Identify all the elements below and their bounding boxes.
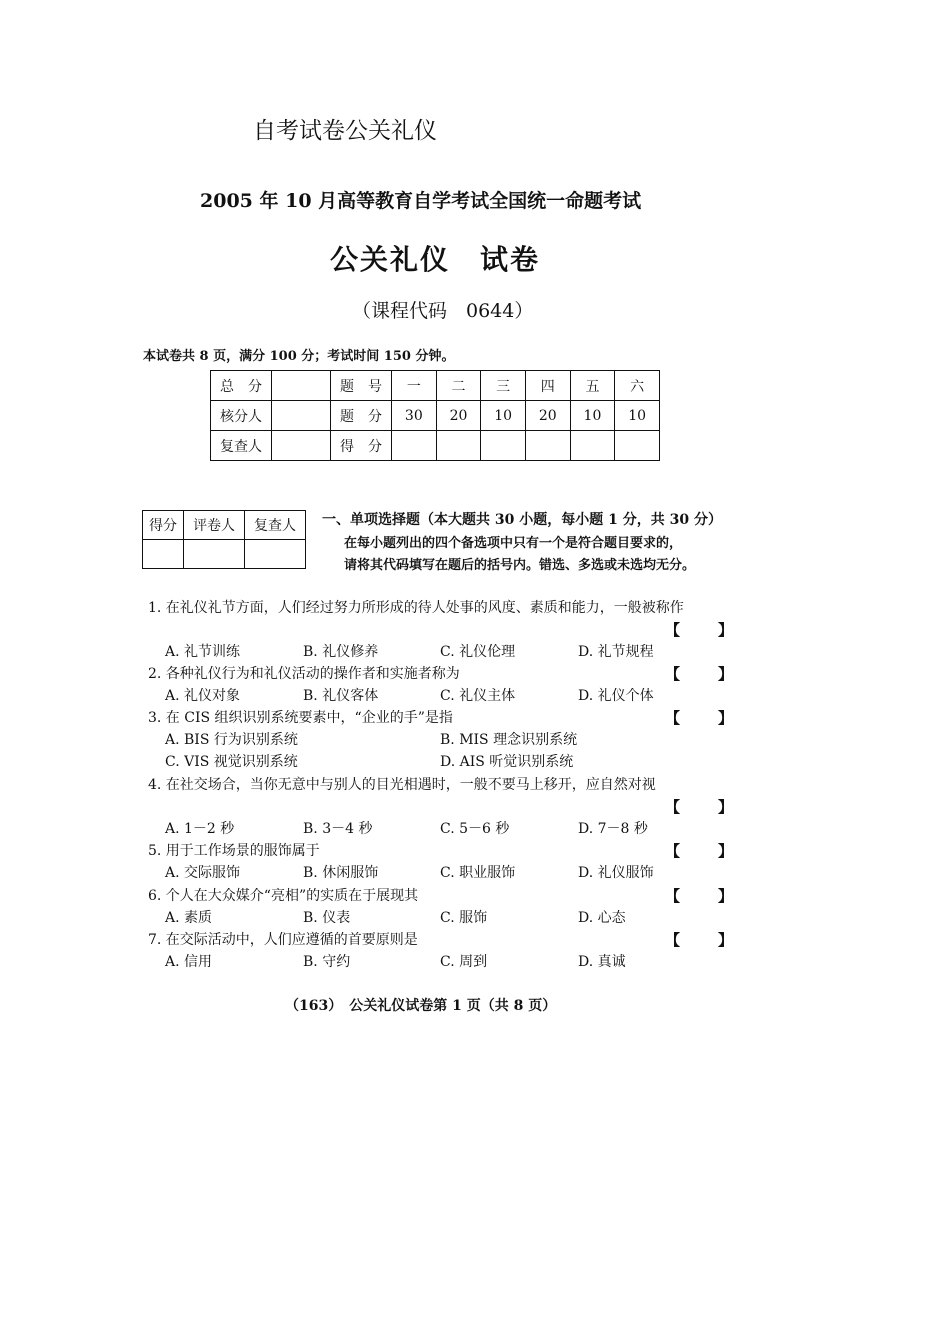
score-cell: 复查人 xyxy=(211,431,272,461)
answer-bracket-right: 】 xyxy=(718,709,734,727)
exam-name: 2005 年 10 月高等教育自学考试全国统一命题考试 xyxy=(200,190,642,212)
answer-bracket-right: 】 xyxy=(718,842,734,860)
score-cell: 总 分 xyxy=(211,371,272,401)
answer-bracket-left: 【 xyxy=(665,798,681,816)
grader-table xyxy=(142,510,306,569)
option: D. 心态 xyxy=(578,910,626,926)
score-row-total xyxy=(211,371,660,401)
section-heading: 一、单项选择题（本大题共 30 小题，每小题 1 分，共 30 分） xyxy=(322,512,722,528)
paper-title xyxy=(330,238,540,278)
option: A. 素质 xyxy=(165,910,213,926)
score-cell: 题 号 xyxy=(331,371,392,401)
score-cell: 四 xyxy=(525,371,570,401)
score-cell: 10 xyxy=(570,401,615,431)
option: A. BIS 行为识别系统 xyxy=(165,732,298,748)
option: B. 守约 xyxy=(303,954,351,970)
score-cell: 一 xyxy=(392,371,437,401)
score-cell xyxy=(272,371,331,401)
option: A. 礼节训练 xyxy=(165,644,241,660)
question-stem: 1. 在礼仪礼节方面，人们经过努力所形成的待人处事的风度、素质和能力，一般被称作 xyxy=(148,600,684,616)
score-row-reviewer xyxy=(211,431,660,461)
question-stem: 7. 在交际活动中，人们应遵循的首要原则是 xyxy=(148,932,418,948)
answer-bracket-right: 】 xyxy=(718,887,734,905)
option: D. 礼节规程 xyxy=(578,644,654,660)
question-stem: 3. 在 CIS 组织识别系统要素中，“企业的手”是指 xyxy=(148,710,453,726)
score-cell xyxy=(272,431,331,461)
option: D. 礼仪个体 xyxy=(578,688,654,704)
option: D. AIS 听觉识别系统 xyxy=(440,754,574,770)
exam-intro: 本试卷共 8 页，满分 100 分；考试时间 150 分钟。 xyxy=(143,349,455,364)
option: A. 礼仪对象 xyxy=(165,688,241,704)
option: C. 礼仪主体 xyxy=(440,688,516,704)
score-cell: 20 xyxy=(436,401,481,431)
score-cell: 得 分 xyxy=(331,431,392,461)
option: C. 服饰 xyxy=(440,910,488,926)
answer-bracket-right: 】 xyxy=(718,798,734,816)
score-row-points xyxy=(211,401,660,431)
score-table xyxy=(210,370,660,461)
option: B. 礼仪修养 xyxy=(303,644,379,660)
grader-header: 评卷人 xyxy=(184,511,245,540)
answer-bracket-left: 【 xyxy=(665,665,681,683)
score-cell: 题 分 xyxy=(331,401,392,431)
score-cell: 10 xyxy=(481,401,526,431)
score-cell: 30 xyxy=(392,401,437,431)
section-instruction: 请将其代码填写在题后的括号内。错选、多选或未选均无分。 xyxy=(344,558,696,573)
page-footer: （163） 公关礼仪试卷第 1 页（共 8 页） xyxy=(285,998,557,1014)
score-cell xyxy=(570,431,615,461)
score-cell xyxy=(481,431,526,461)
paper-title-main: 公关礼仪 xyxy=(330,243,451,276)
grader-cell xyxy=(184,540,245,569)
option: B. 3－4 秒 xyxy=(303,821,373,837)
answer-bracket-left: 【 xyxy=(665,931,681,949)
question-stem: 2. 各种礼仪行为和礼仪活动的操作者和实施者称为 xyxy=(148,666,460,682)
question-stem: 5. 用于工作场景的服饰属于 xyxy=(148,843,320,859)
option: D. 礼仪服饰 xyxy=(578,865,654,881)
score-cell: 三 xyxy=(481,371,526,401)
option: C. 5－6 秒 xyxy=(440,821,510,837)
score-cell: 五 xyxy=(570,371,615,401)
option: B. MIS 理念识别系统 xyxy=(440,732,578,748)
score-cell: 二 xyxy=(436,371,481,401)
document-title: 自考试卷公关礼仪 xyxy=(253,118,437,144)
grader-header: 得分 xyxy=(143,511,184,540)
option: A. 交际服饰 xyxy=(165,865,241,881)
question-stem: 4. 在社交场合，当你无意中与别人的目光相遇时，一般不要马上移开，应自然对视 xyxy=(148,777,656,793)
score-cell: 10 xyxy=(615,401,660,431)
grader-cell xyxy=(143,540,184,569)
answer-bracket-right: 】 xyxy=(718,931,734,949)
score-cell xyxy=(525,431,570,461)
answer-bracket-left: 【 xyxy=(665,842,681,860)
grader-header: 复查人 xyxy=(245,511,306,540)
option: C. VIS 视觉识别系统 xyxy=(165,754,298,770)
answer-bracket-left: 【 xyxy=(665,887,681,905)
option: C. 周到 xyxy=(440,954,488,970)
option: B. 仪表 xyxy=(303,910,351,926)
grader-cell xyxy=(245,540,306,569)
paper-title-sub: 试卷 xyxy=(480,243,541,276)
question-stem: 6. 个人在大众媒介“亮相”的实质在于展现其 xyxy=(148,888,419,904)
section-instruction: 在每小题列出的四个备选项中只有一个是符合题目要求的， xyxy=(344,536,683,551)
score-cell xyxy=(272,401,331,431)
option: A. 1－2 秒 xyxy=(165,821,235,837)
option: A. 信用 xyxy=(165,954,213,970)
option: B. 礼仪客体 xyxy=(303,688,379,704)
answer-bracket-left: 【 xyxy=(665,709,681,727)
answer-bracket-right: 】 xyxy=(718,621,734,639)
score-cell: 核分人 xyxy=(211,401,272,431)
score-cell xyxy=(392,431,437,461)
option: D. 真诚 xyxy=(578,954,626,970)
course-code: （课程代码 0644） xyxy=(352,300,534,322)
score-cell xyxy=(436,431,481,461)
score-cell: 六 xyxy=(615,371,660,401)
option: D. 7－8 秒 xyxy=(578,821,648,837)
score-cell xyxy=(615,431,660,461)
answer-bracket-left: 【 xyxy=(665,621,681,639)
answer-bracket-right: 】 xyxy=(718,665,734,683)
option: B. 休闲服饰 xyxy=(303,865,379,881)
option: C. 礼仪伦理 xyxy=(440,644,516,660)
option: C. 职业服饰 xyxy=(440,865,516,881)
score-cell: 20 xyxy=(525,401,570,431)
